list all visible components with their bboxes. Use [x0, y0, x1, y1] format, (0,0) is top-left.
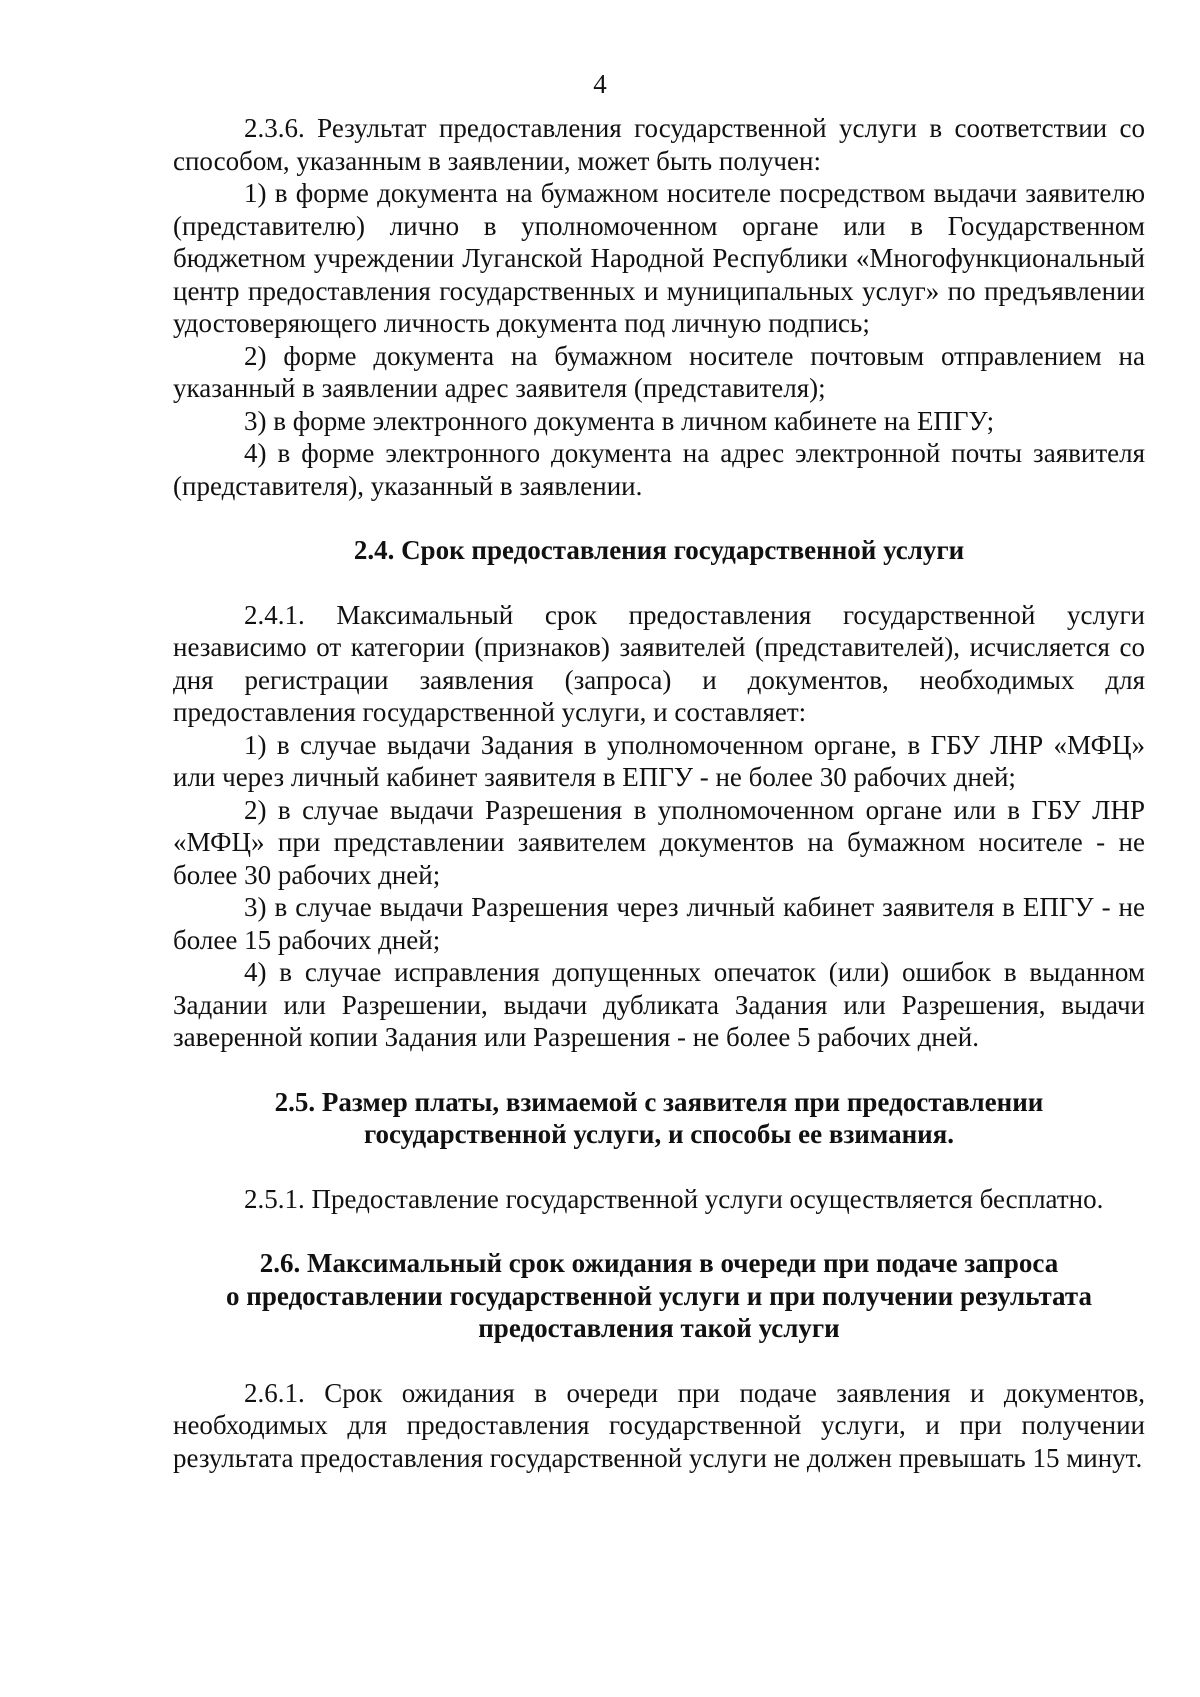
section-heading-2-4: 2.4. Срок предоставления государственной услуги: [353, 535, 965, 565]
list-item: 1) в форме документа на бумажном носителе посредством выдачи заявителю (представителю) лично в уполномоченном органе или в Государственном бюджетном учреждении Луганской Народной Республики «Многофункциональный центр предоставления государственных и муниципальных услуг» по предъявлении удостоверяющего личность документа под личную подпись;: [173, 178, 1145, 338]
heading-line: о предоставлении государственной услуги и при получении результата: [226, 1280, 1092, 1311]
heading-line: предоставления такой услуги: [478, 1313, 840, 1343]
section-heading-2-5: [173, 1086, 1145, 1151]
list-item: 1) в случае выдачи Задания в уполномоченном органе, в ГБУ ЛНР «МФЦ» или через личный кабинет заявителя в ЕПГУ - не более 30 рабочих дней;: [173, 729, 1145, 792]
section-heading-2-6: [173, 1247, 1145, 1345]
list-item: 4) в форме электронного документа на адрес электронной почты заявителя (представителя), указанный в заявлении.: [173, 438, 1145, 501]
heading-line: 2.5. Размер платы, взимаемой с заявителя при предоставлении: [274, 1086, 1044, 1117]
document-body: [173, 112, 1145, 1474]
paragraph-2-5-1: 2.5.1. Предоставление государственной услуги осуществляется бесплатно.: [244, 1183, 1104, 1214]
paragraph-2-3-6: 2.3.6. Результат предоставления государственной услуги в соответствии со способом, указанным в заявлении, может быть получен:: [173, 113, 1145, 176]
list-item: 3) в форме электронного документа в личном кабинете на ЕПГУ;: [244, 405, 995, 436]
heading-line: 2.6. Максимальный срок ожидания в очереди при подаче запроса: [259, 1248, 1059, 1278]
heading-line: государственной услуги, и способы ее взимания.: [363, 1119, 955, 1149]
list-item: 4) в случае исправления допущенных опечаток (или) ошибок в выданном Задании или Разрешении, выдачи дубликата Задания или Разрешения, выдачи заверенной копии Задания или Разрешения - не более 5 рабочих дней.: [173, 957, 1145, 1052]
list-item: 2) в случае выдачи Разрешения в уполномоченном органе или в ГБУ ЛНР «МФЦ» при представлении заявителем документов на бумажном носителе - не более 30 рабочих дней;: [173, 794, 1145, 890]
list-item: 2) форме документа на бумажном носителе почтовым отправлением на указанный в заявлении адрес заявителя (представителя);: [173, 340, 1145, 403]
page-number: 4: [593, 69, 607, 99]
list-item: 3) в случае выдачи Разрешения через личный кабинет заявителя в ЕПГУ - не более 15 рабочих дней;: [173, 892, 1145, 955]
paragraph-2-4-1: 2.4.1. Максимальный срок предоставления государственной услуги независимо от категории (признаков) заявителей (представителей), исчисляется со дня регистрации заявления (запроса) и документов, необходимых для предоставления государственной услуги, и составляет:: [173, 599, 1145, 727]
paragraph-2-6-1: 2.6.1. Срок ожидания в очереди при подаче заявления и документов, необходимых для предоставления государственной услуги, и при получении результата предоставления государственной услуги не должен превышать 15 минут.: [173, 1377, 1145, 1473]
